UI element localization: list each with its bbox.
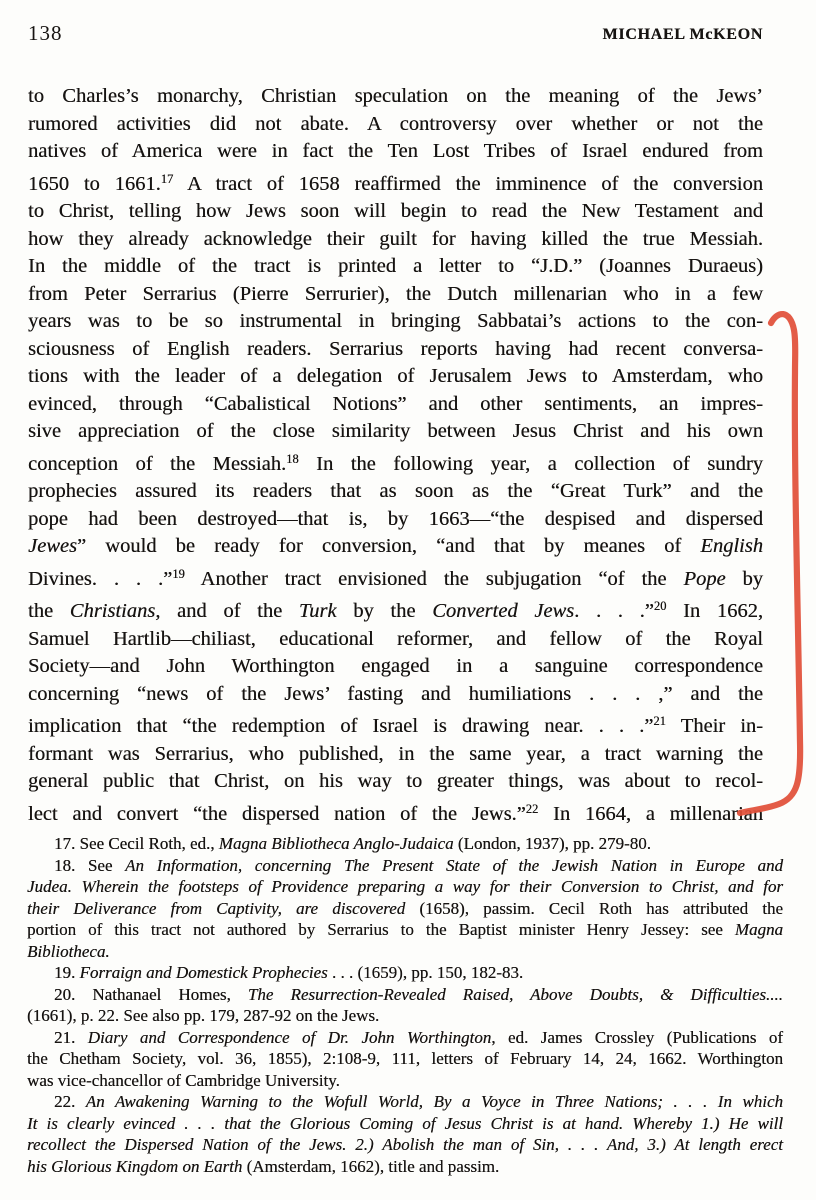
footnote-line: was vice-chancellor of Cambridge University. xyxy=(27,1070,340,1090)
footnote-line: Judea. Wherein the footsteps of Providence preparing a way for their Conversion to Christ, and for xyxy=(27,877,783,896)
text-line: sive appreciation of the close similarity between Jesus Christ and his own xyxy=(28,420,763,442)
text-line: evinced, through “Cabalistical Notions” and other sentiments, an impres- xyxy=(28,392,763,415)
footnote-line: 19. Forraign and Domestick Prophecies . . . (1659), pp. 150, 182-83. xyxy=(54,963,524,982)
text-line: to Charles’s monarchy, Christian speculation on the meaning of the Jews’ xyxy=(28,85,763,107)
footnotes-section xyxy=(27,833,783,1177)
text-line: Jewes” would be ready for conversion, “and that by meanes of English xyxy=(28,535,763,557)
footnote-line: portion of this tract not authored by Serrarius to the Baptist minister Henry Jessey: see Magna xyxy=(27,920,783,939)
footnote-line: 20. Nathanael Homes, The Resurrection-Revealed Raised, Above Doubts, & Difficulties.... xyxy=(54,984,783,1004)
text-line: sciousness of English readers. Serrarius reports having had recent conversa- xyxy=(28,337,763,360)
footnote-line: the Chetham Society, vol. 36, 1855), 2:108-9, 111, letters of February 14, 24, 1662. Worthington xyxy=(27,1049,783,1068)
text-line: how they already acknowledge their guilt for having killed the true Messiah. xyxy=(28,227,763,250)
footnote-line: 22. An Awakening Warning to the Wofull World, By a Voyce in Three Nations; . . . In which xyxy=(54,1092,783,1111)
text-line: lect and convert “the dispersed nation of the Jews.”$^{22}$ In 1664, a millenarian xyxy=(28,801,764,825)
text-line: Divines. . . .”$^{19}$ Another tract envisioned the subjugation “of the Pope by xyxy=(28,566,764,590)
text-line: to Christ, telling how Jews soon will begin to read the New Testament and xyxy=(28,200,763,222)
footnote-line: (1661), p. 22. See also pp. 179, 287-92 on the Jews. xyxy=(27,1006,380,1025)
text-line: natives of America were in fact the Ten Lost Tribes of Israel endured from xyxy=(28,140,763,162)
text-line: rumored activities did not abate. A controversy over whether or not the xyxy=(28,112,763,135)
footnote-reference: 22 xyxy=(525,801,539,816)
footnote-line: 17. See Cecil Roth, ed., Magna Bibliotheca Anglo-Judaica (London, 1937), pp. 279-80. xyxy=(54,834,651,853)
text-line: 1650 to 1661.17 A tract of 1658 reaffirmed the imminence of the conversion xyxy=(28,171,763,195)
footnote-19 xyxy=(27,962,783,984)
footnote-reference: 20 xyxy=(653,599,667,613)
footnote-18 xyxy=(27,855,783,963)
footnote-line: Bibliotheca. xyxy=(27,941,110,961)
text-line: prophecies assured its readers that as soon as the “Great Turk” and the xyxy=(28,480,763,502)
footnote-21 xyxy=(27,1027,783,1092)
text-line: In the middle of the tract is printed a letter to “J.D.” (Joannes Duraeus) xyxy=(28,255,763,277)
footnote-line: their Deliverance from Captivity, are discovered (1658), passim. Cecil Roth has attributed the xyxy=(27,898,784,918)
text-line: Society—and John Worthington engaged in a sanguine correspondence xyxy=(28,655,763,677)
footnote-17 xyxy=(27,833,783,855)
text-line: pope had been destroyed—that is, by 1663—“the despised and dispersed xyxy=(28,507,763,530)
text-line: years was to be so instrumental in bringing Sabbatai’s actions to the con- xyxy=(28,310,763,332)
text-line: the Christians, and of the Turk by the Converted Jews. . . .”$^{20}$ In 1662, xyxy=(28,599,763,622)
body-text xyxy=(28,83,763,828)
footnote-line: 18. See An Information, concerning The Present State of the Jewish Nation in Europe and xyxy=(54,855,784,875)
footnote-20 xyxy=(27,984,783,1027)
text-line: from Peter Serrarius (Pierre Serrurier), the Dutch millenarian who in a few xyxy=(28,282,763,305)
text-line: Samuel Hartlib—chiliast, educational reformer, and fellow of the Royal xyxy=(28,627,763,650)
footnote-line: recollect the Dispersed Nation of the Jews. 2.) Abolish the man of Sin, . . . And, 3.) At length erect xyxy=(27,1135,783,1154)
footnote-line: his Glorious Kingdom on Earth (Amsterdam, 1662), title and passim. xyxy=(27,1156,500,1176)
text-line: concerning “news of the Jews’ fasting and humiliations . . . ,” and the xyxy=(28,682,763,705)
footnote-reference: 17 xyxy=(160,171,174,186)
page-number: 138 xyxy=(28,21,63,45)
text-line: formant was Serrarius, who published, in the same year, a tract warning the xyxy=(28,742,763,765)
footnote-reference: 18 xyxy=(286,451,299,466)
footnote-reference: 19 xyxy=(172,566,185,581)
text-line: tions with the leader of a delegation of Jerusalem Jews to Amsterdam, who xyxy=(28,365,763,387)
footnote-line: It is clearly evinced . . . that the Glorious Coming of Jesus Christ is at hand. Whereby 1.) He will xyxy=(27,1113,783,1133)
footnote-reference: 21 xyxy=(653,714,666,728)
text-line: general public that Christ, on his way to greater things, was about to recol- xyxy=(28,770,763,792)
footnote-22 xyxy=(27,1091,783,1177)
text-line: conception of the Messiah.$^{18}$ In the following year, a collection of sundry xyxy=(28,451,764,475)
text-line: implication that “the redemption of Israel is drawing near. . . .”$^{21}$ Their in- xyxy=(28,714,764,737)
footnote-line: 21. Diary and Correspondence of Dr. John Worthington, ed. James Crossley (Publications of xyxy=(54,1027,784,1047)
running-header-author: MICHAEL McKEON xyxy=(602,26,763,43)
